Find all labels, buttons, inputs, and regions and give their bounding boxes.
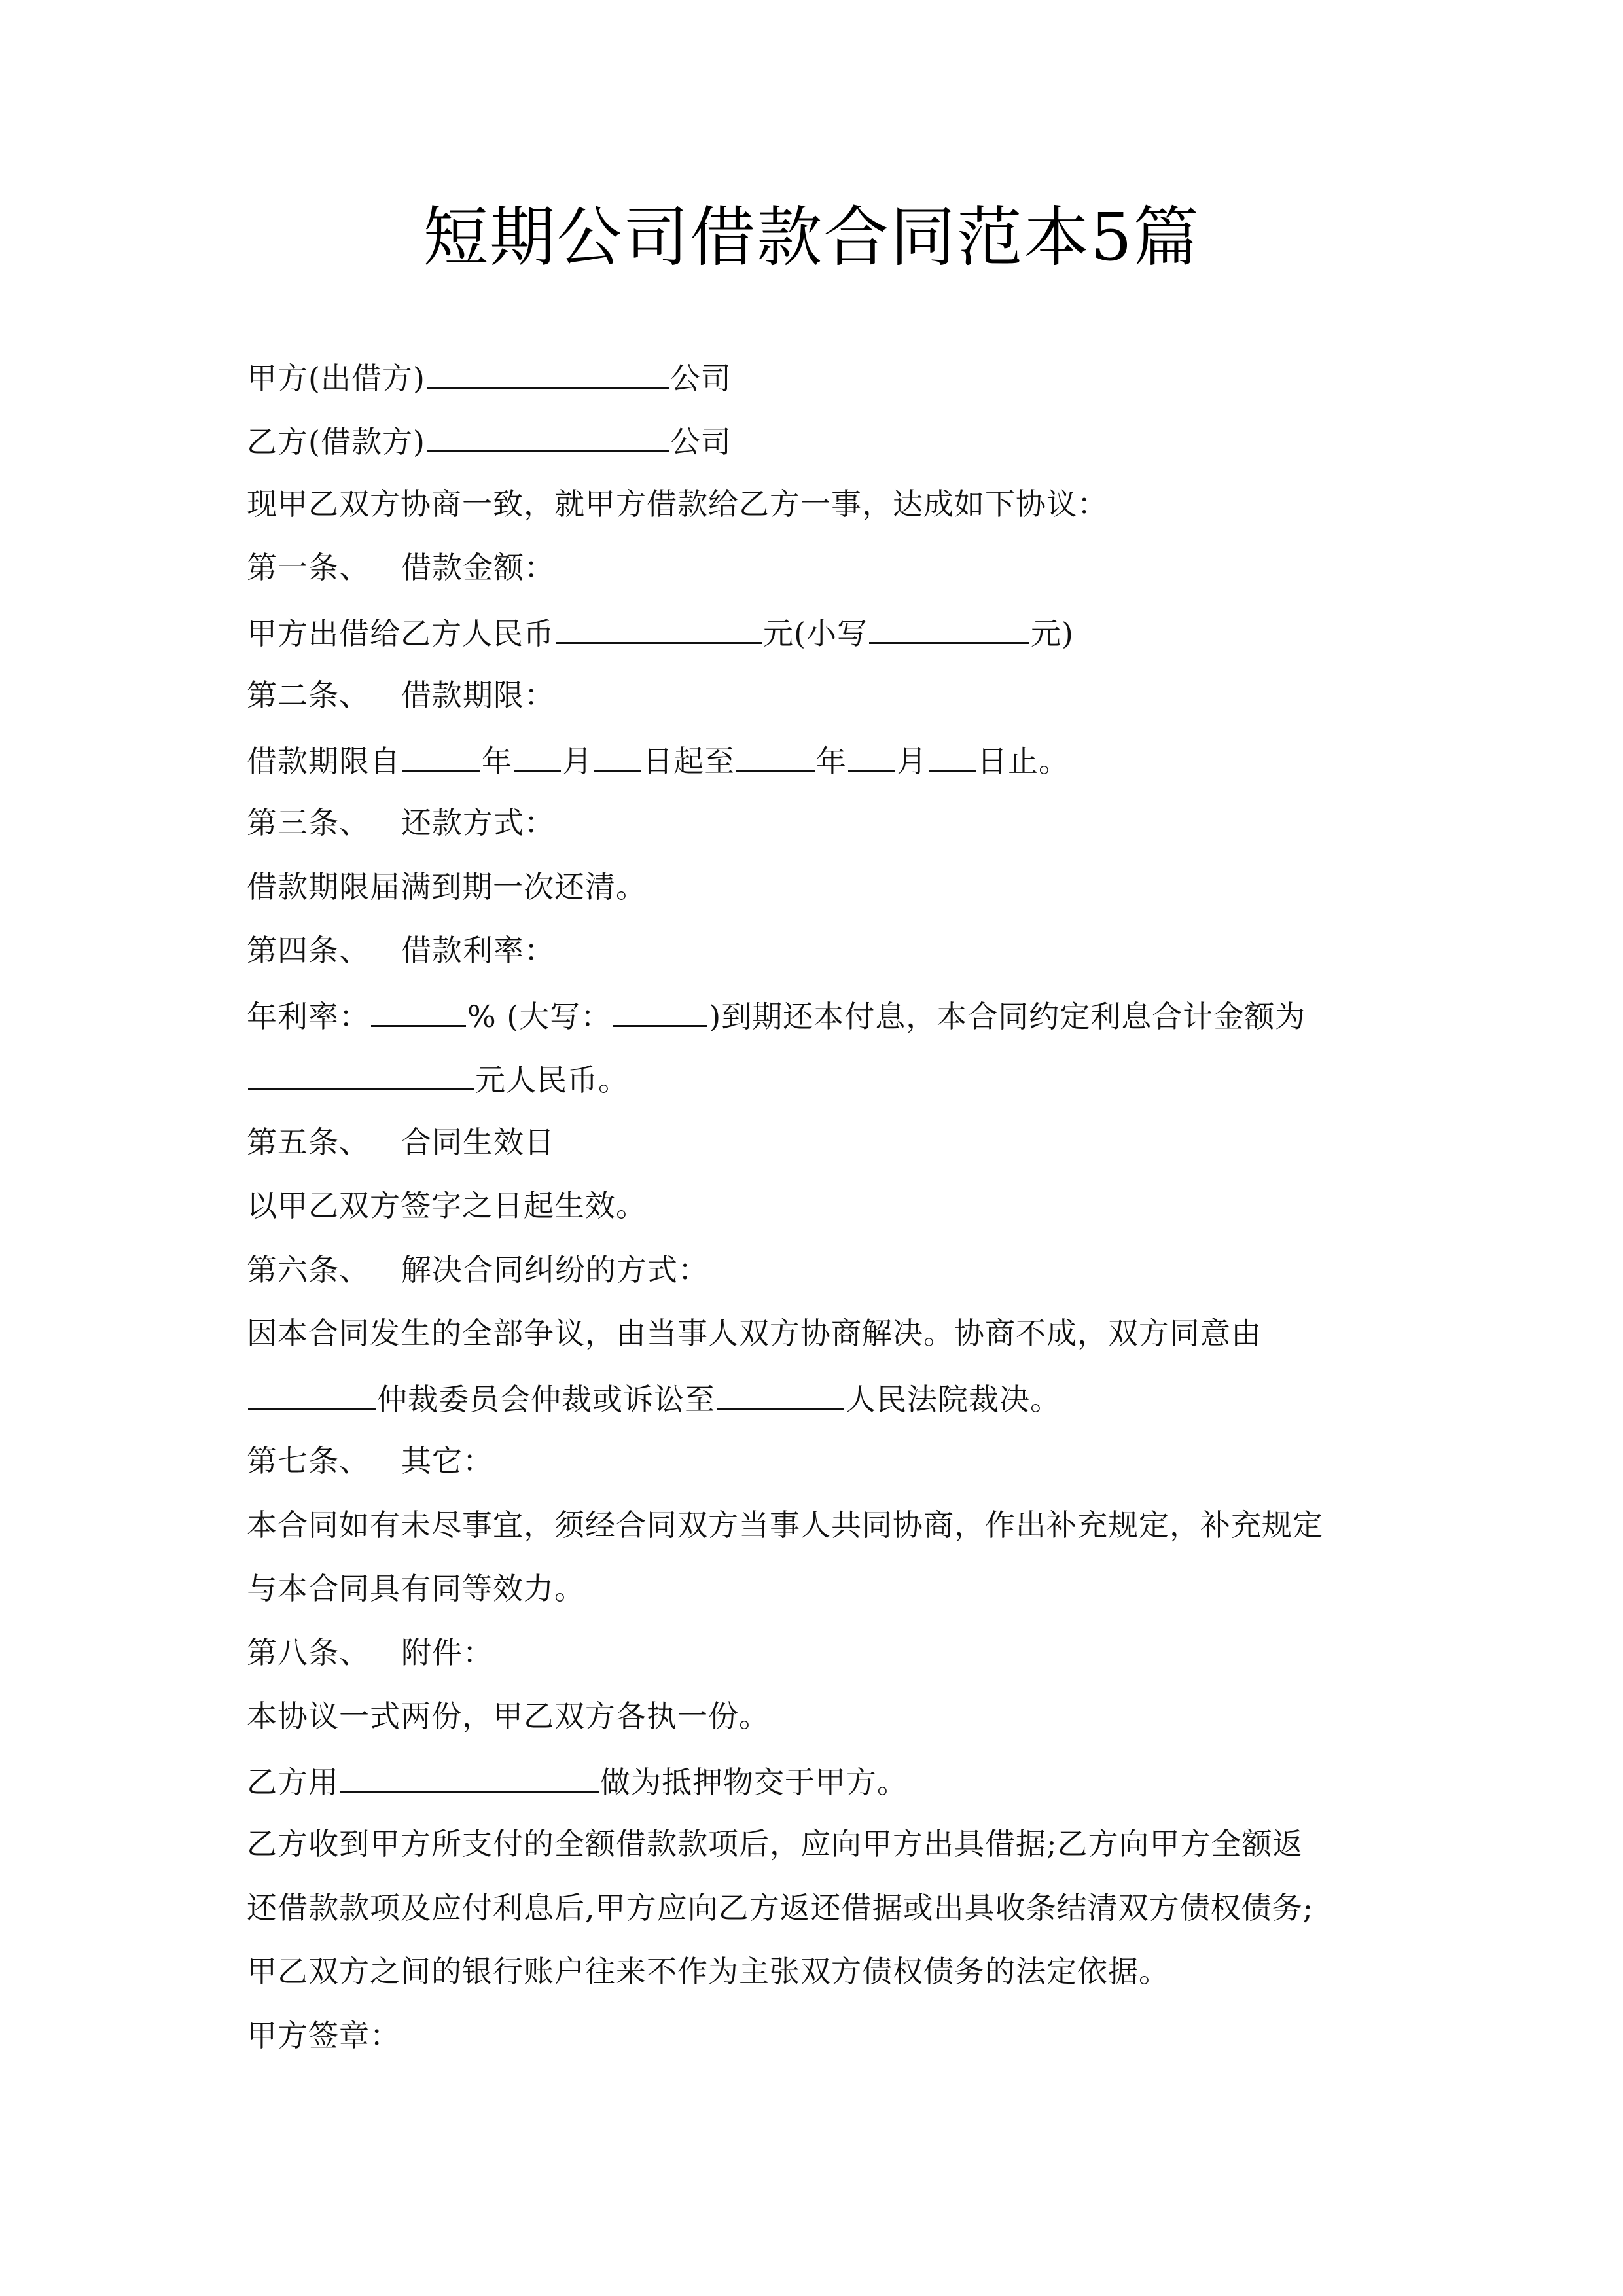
article-2-body [247,740,1069,781]
text: 借款期限自 [247,744,401,779]
article-7-body: 本合同如有未尽事宜，须经合同双方当事人共同协商，作出补充规定，补充规定 [247,1507,1323,1543]
text: % (大写： [467,999,612,1034]
article-6-body-cont [247,1378,1061,1419]
article-5-body: 以甲乙双方签字之日起生效。 [247,1188,647,1223]
text: )到期还本付息，本合同约定利息合计金额为 [709,999,1306,1034]
party-b-label: 乙方(借款方) [247,424,425,459]
article-number: 第八条、 [247,1635,370,1670]
party-a-label: 甲方(出借方) [247,361,425,396]
text: 仲裁委员会仲裁或诉讼至 [377,1382,715,1417]
article-4-body [247,995,1306,1036]
text: 做为抵押物交于甲方。 [600,1765,908,1800]
article-6-heading [247,1250,709,1289]
text: 甲方出借给乙方人民币 [247,616,554,651]
article-title: 附件： [401,1635,493,1670]
article-7-heading [247,1441,493,1480]
text: 年 [816,744,847,779]
article-3-heading [247,803,555,842]
interest-rate-blank[interactable] [371,995,466,1027]
article-8-body-3: 乙方收到甲方所支付的全额借款款项后，应向甲方出具借据;乙方向甲方全额返 [247,1826,1304,1861]
article-3-body: 借款期限届满到期一次还清。 [247,869,647,905]
end-year-blank[interactable] [736,740,815,772]
pledge-line [247,1761,908,1802]
document-title: 短期公司借款合同范本5篇 [423,199,1200,276]
court-blank[interactable] [717,1378,844,1410]
article-title: 其它： [401,1443,493,1479]
party-b-blank[interactable] [427,420,669,452]
article-title: 解决合同纠纷的方式： [401,1252,709,1287]
party-a-blank[interactable] [427,357,669,389]
article-title: 还款方式： [401,805,555,840]
start-month-blank[interactable] [514,740,561,772]
end-day-blank[interactable] [929,740,976,772]
article-8-body-4: 还借款款项及应付利息后,甲方应向乙方返还借据或出具收条结清双方债权债务; [247,1890,1314,1926]
text: 人民法院裁决。 [846,1382,1061,1417]
interest-rate-uppercase-blank[interactable] [613,995,707,1027]
article-number: 第六条、 [247,1252,370,1287]
start-day-blank[interactable] [594,740,641,772]
article-number: 第一条、 [247,550,370,585]
article-2-heading [247,675,555,715]
text: 乙方用 [247,1765,339,1800]
text: 元(小写 [763,616,868,651]
amount-lowercase-blank[interactable] [869,612,1029,644]
party-a-line [247,357,732,398]
party-a-signature-label: 甲方签章： [247,2018,401,2053]
text: 月 [897,744,927,779]
article-4-heading [247,931,555,970]
article-8-body-5: 甲乙双方之间的银行账户往来不作为主张双方债权债务的法定依据。 [247,1954,1169,1989]
party-b-suffix: 公司 [669,424,732,459]
party-a-suffix: 公司 [669,361,732,396]
article-8-heading [247,1633,493,1672]
article-number: 第五条、 [247,1124,370,1160]
article-title: 合同生效日 [401,1124,555,1160]
article-number: 第三条、 [247,805,370,840]
text: 年利率： [247,999,370,1034]
article-1-body [247,612,1074,653]
article-6-body: 因本合同发生的全部争议，由当事人双方协商解决。协商不成，双方同意由 [247,1316,1262,1351]
article-5-heading [247,1122,555,1162]
text: 元) [1030,616,1074,651]
text: 元人民币。 [475,1062,629,1098]
text: 月 [562,744,593,779]
pledge-item-blank[interactable] [340,1761,599,1793]
text: 日止。 [977,744,1069,779]
arbitration-committee-blank[interactable] [248,1378,376,1410]
article-8-body: 本协议一式两份，甲乙双方各执一份。 [247,1698,770,1734]
article-number: 第二条、 [247,677,370,713]
article-number: 第四条、 [247,933,370,968]
article-title: 借款利率： [401,933,555,968]
text: 日起至 [643,744,735,779]
amount-uppercase-blank[interactable] [556,612,762,644]
article-4-body-cont [247,1058,629,1100]
article-number: 第七条、 [247,1443,370,1479]
end-month-blank[interactable] [848,740,895,772]
article-title: 借款金额： [401,550,555,585]
party-b-line [247,420,732,461]
article-1-heading [247,548,555,587]
text: 年 [482,744,512,779]
interest-total-blank[interactable] [248,1058,474,1090]
intro-text: 现甲乙双方协商一致，就甲方借款给乙方一事，达成如下协议： [247,486,1108,522]
article-title: 借款期限： [401,677,555,713]
start-year-blank[interactable] [402,740,480,772]
article-7-body-cont: 与本合同具有同等效力。 [247,1571,585,1606]
